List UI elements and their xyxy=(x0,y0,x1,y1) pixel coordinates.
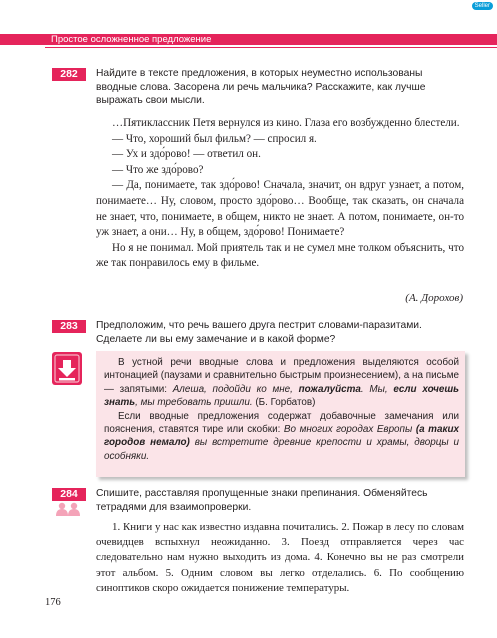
story-text xyxy=(96,116,464,272)
pair-work-icon-graphic xyxy=(52,502,84,516)
exercise-283-task: Предположим, что речь вашего друга пестрит словами-паразитами. Сделаете ли вы ему замечание и в какой форме? xyxy=(96,320,422,345)
story-line: — Что, хороший был фильм? — спросил я. xyxy=(112,132,317,145)
example-text: . Мы, xyxy=(360,383,394,395)
page-number: 176 xyxy=(45,597,61,608)
story-line: — Да, понимаете, так здо́рово! Сначала, значит, он вдруг узнает, а потом, понимаете… Ну, словом, просто здо́рово… Вообще, так сказать, он сначала не знает, что, понимаете, в общем, никто не знает. А потом, понимаете, он-то уж знает, а они… Ну, в общем, здо́рово! Понимаете? xyxy=(96,179,464,239)
logo: Seller xyxy=(472,2,493,10)
top-bar xyxy=(0,0,497,13)
exercise-number-282: 282 xyxy=(52,68,86,81)
pair-work-icon xyxy=(52,502,84,516)
exercise-number-284: 284 xyxy=(52,488,86,501)
story-line: — Ух и здо́рово! — ответил он. xyxy=(112,148,261,161)
story-line: Но я не понимал. Мой приятель так и не сумел мне толком объяснить, что же так понравилось ему в фильме. xyxy=(96,241,464,270)
example-text: , мы требовать пришли. xyxy=(135,397,253,409)
example-source: (Б. Горбатов) xyxy=(252,397,316,409)
story-line: …Пятиклассник Петя вернулся из кино. Глаза его возбужденно блестели. xyxy=(112,117,460,129)
section-title: Простое осложненное предложение xyxy=(51,34,212,45)
story-line: — Что же здо́рово? xyxy=(112,163,204,176)
rule-paragraph-2 xyxy=(104,410,459,464)
rule-paragraph-1 xyxy=(104,356,459,410)
exercise-282-task: Найдите в тексте предложения, в которых неуместно использованы вводные слова. Засорена ли речь мальчика? Расскажите, как лучше выражать свои мысли. xyxy=(96,68,426,106)
exercise-284-text: 1. Книги у нас как известно издавна почитались. 2. Пожар в лесу по словам очевидцев вспыхнул неожиданно. 3. Поезд отправляется через час следовательно нам нужно выходить из дома. 4. Конечно вы не раз смотрели этот альбом. 5. Одним словом вы легко отделались. 6. По сообщению синоптиков скоро ожидается понижение температуры. xyxy=(96,521,464,594)
example-text: вы встретите древние крепости и храмы, дворцы и особняки. xyxy=(104,437,459,462)
exercise-number-283: 283 xyxy=(52,320,86,333)
header-rule xyxy=(45,47,497,48)
example-highlight: пожалуйста xyxy=(298,383,361,395)
download-icon xyxy=(52,352,82,385)
example-highlight: если хочешь знать xyxy=(104,383,459,409)
story-author: (А. Дорохов) xyxy=(405,292,463,304)
rule-text: В устной речи вводные слова и предложения выделяются особой интонацией (паузами и сравнительно быстрым произнесением), а на письме — запятыми: xyxy=(104,357,459,395)
rule-box xyxy=(96,351,465,477)
download-icon-graphic xyxy=(52,352,82,385)
example-text: Алеша, подойди ко мне, xyxy=(172,383,299,395)
example-text: Во многих городах Европы xyxy=(283,424,416,436)
example-highlight: (а таких городов немало) xyxy=(104,424,459,449)
exercise-284-task: Спишите, расставляя пропущенные знаки препинания. Обменяйтесь тетрадями для взаимопроверки. xyxy=(96,488,428,513)
rule-text: Если вводные предложения содержат добавочные замечания или пояснения, ставятся тире или скобки: xyxy=(104,410,459,436)
